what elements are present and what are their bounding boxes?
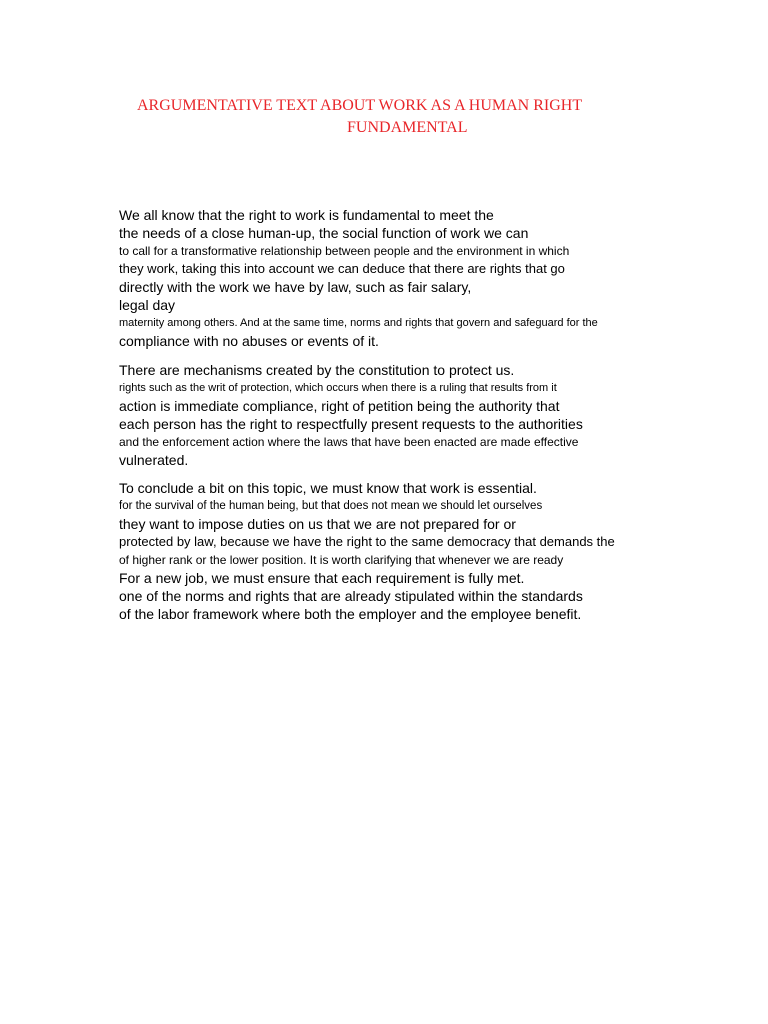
- paragraph-line: We all know that the right to work is fundamental to meet the: [119, 207, 494, 223]
- paragraph-line: There are mechanisms created by the constitution to protect us.: [119, 362, 515, 378]
- paragraph-line: the needs of a close human-up, the social function of work we can: [119, 225, 529, 241]
- paragraph-line: maternity among others. And at the same time, norms and rights that govern and safeguard for the: [119, 317, 598, 329]
- paragraph-line: they want to impose duties on us that we are not prepared for or: [119, 516, 516, 532]
- paragraph-line: legal day: [119, 297, 176, 313]
- paragraph-line: each person has the right to respectfully present requests to the authorities: [119, 416, 583, 432]
- paragraph-line: and the enforcement action where the laws that have been enacted are made effective: [119, 435, 579, 449]
- paragraph-line: one of the norms and rights that are already stipulated within the standards: [119, 588, 583, 604]
- paragraph-line: of higher rank or the lower position. It is worth clarifying that whenever we are ready: [119, 553, 564, 567]
- paragraph-line: to call for a transformative relationship between people and the environment in which: [119, 244, 570, 258]
- paragraph-line: for the survival of the human being, but that does not mean we should let ourselves: [119, 500, 543, 512]
- paragraph-line: compliance with no abuses or events of it.: [119, 333, 379, 349]
- paragraph-line: they work, taking this into account we can deduce that there are rights that go: [119, 261, 565, 276]
- paragraph-line: For a new job, we must ensure that each requirement is fully met.: [119, 570, 525, 586]
- paragraph-line: directly with the work we have by law, such as fair salary,: [119, 279, 472, 295]
- paragraph-line: vulnerated.: [119, 452, 189, 468]
- paragraph-line: rights such as the writ of protection, which occurs when there is a ruling that results from it: [119, 382, 557, 394]
- paragraph-1: [119, 206, 739, 350]
- paragraph-line: protected by law, because we have the right to the same democracy that demands the: [119, 534, 615, 549]
- paragraph-line: of the labor framework where both the employer and the employee benefit.: [119, 606, 582, 622]
- document-title-line-1: ARGUMENTATIVE TEXT ABOUT WORK AS A HUMAN RIGHT: [137, 97, 583, 114]
- paragraph-line: action is immediate compliance, right of petition being the authority that: [119, 398, 560, 414]
- paragraph-line: To conclude a bit on this topic, we must know that work is essential.: [119, 480, 537, 496]
- paragraph-3: [119, 479, 739, 623]
- paragraph-2: [119, 361, 739, 469]
- document-title-line-2: FUNDAMENTAL: [347, 119, 468, 136]
